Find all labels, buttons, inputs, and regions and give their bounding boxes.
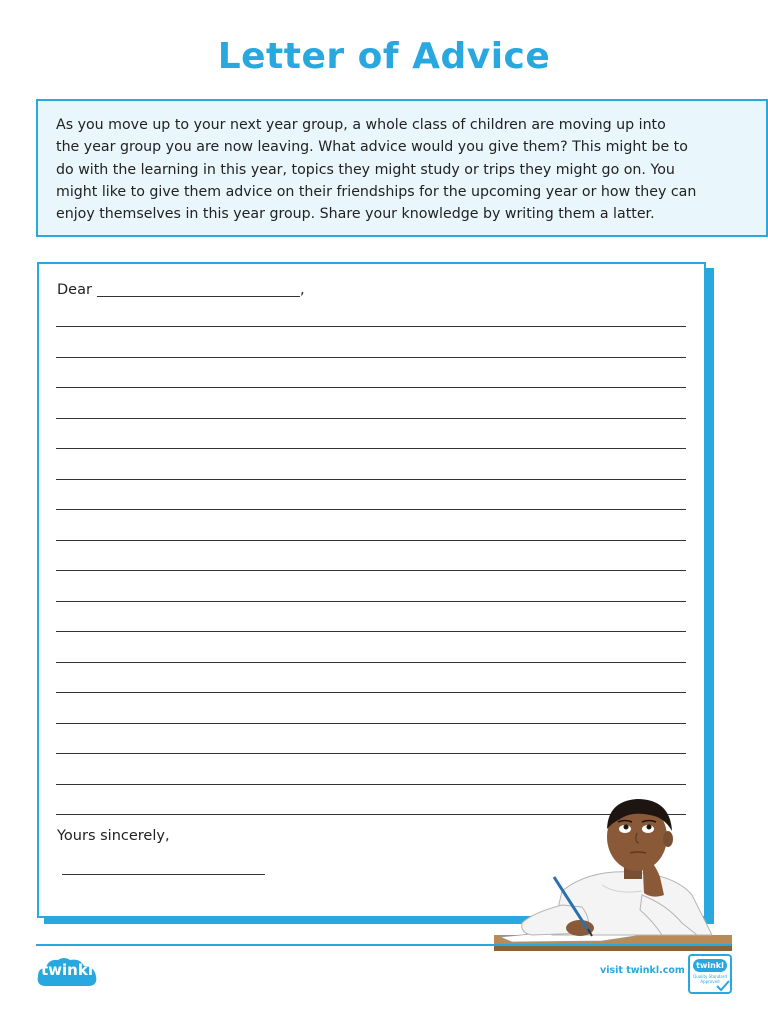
page-title: Letter of Advice — [217, 36, 551, 77]
writing-line[interactable] — [56, 479, 686, 480]
instructions-line: the year group you are now leaving. What advice would you give them? This might be to — [56, 139, 688, 156]
instructions-box — [36, 99, 768, 237]
writing-line[interactable] — [56, 631, 686, 632]
writing-line[interactable] — [56, 662, 686, 663]
signature-line[interactable] — [62, 874, 265, 875]
writing-line[interactable] — [56, 692, 686, 693]
recipient-name-line[interactable] — [97, 296, 300, 297]
greeting-comma: , — [300, 282, 305, 298]
writing-line[interactable] — [56, 326, 686, 327]
instructions-line: might like to give them advice on their friendships for the upcoming year or how they can — [56, 183, 697, 200]
checkmark-icon — [716, 980, 730, 992]
boy-thinking-illustration — [492, 795, 740, 953]
greeting-label: Dear — [57, 282, 92, 298]
writing-line[interactable] — [56, 448, 686, 449]
quality-standard-badge — [688, 954, 732, 994]
writing-line[interactable] — [56, 357, 686, 358]
writing-line[interactable] — [56, 753, 686, 754]
writing-line[interactable] — [56, 418, 686, 419]
badge-caption: Quality Standard Approved — [693, 974, 727, 984]
writing-line[interactable] — [56, 509, 686, 510]
writing-line[interactable] — [56, 540, 686, 541]
badge-brand-text: twinkl — [693, 959, 727, 972]
footer-divider — [36, 944, 732, 946]
writing-line[interactable] — [56, 387, 686, 388]
visit-website-link[interactable]: visit twinkl.com — [600, 965, 685, 976]
writing-line[interactable] — [56, 723, 686, 724]
writing-line[interactable] — [56, 570, 686, 571]
writing-line[interactable] — [56, 784, 686, 785]
instructions-line: do with the learning in this year, topics they might study or trips they might go on. You — [56, 161, 675, 178]
sign-off-label: Yours sincerely, — [57, 828, 170, 844]
instructions-line: As you move up to your next year group, a whole class of children are moving up into — [56, 117, 666, 133]
twinkl-logo-text: twinkl — [41, 961, 93, 979]
instructions-line: enjoy themselves in this year group. Share your knowledge by writing them a latter. — [56, 206, 655, 223]
writing-line[interactable] — [56, 601, 686, 602]
